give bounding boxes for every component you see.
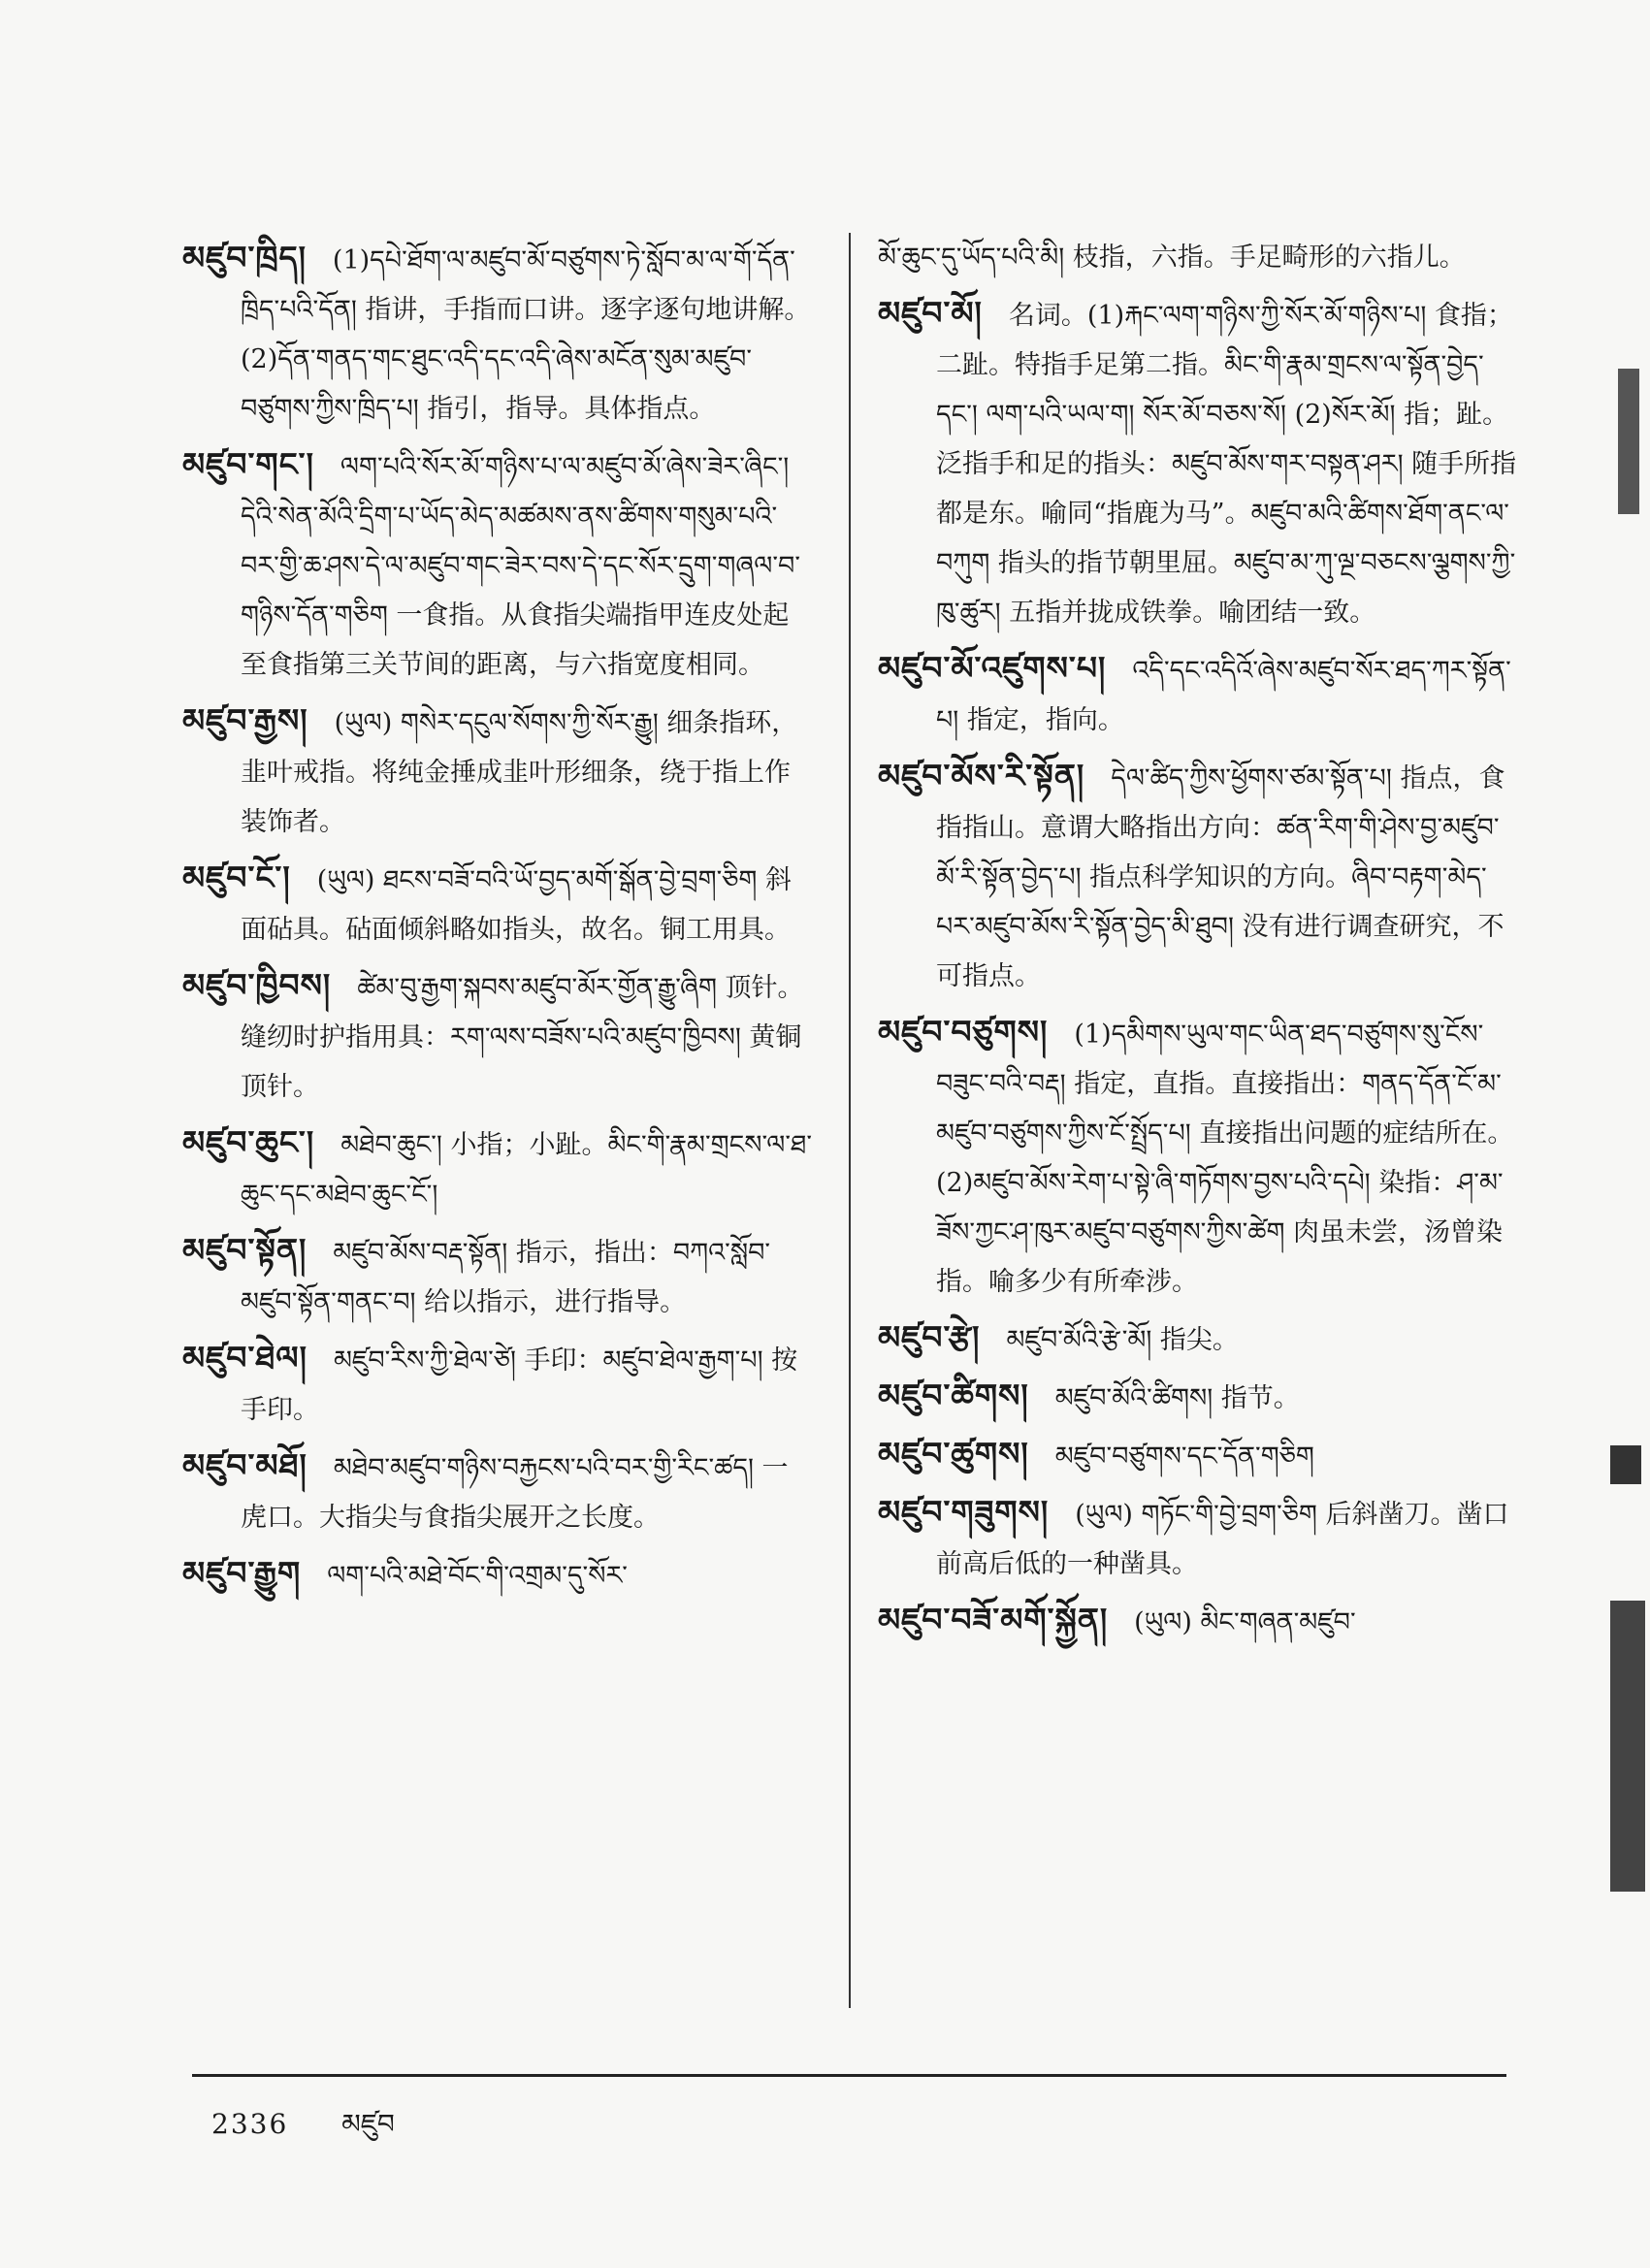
entry-headword: མཛུབ་མོ། <box>878 294 983 332</box>
column-divider <box>849 233 851 2008</box>
scan-edge-mark <box>1618 369 1639 514</box>
entry-definition: (ཡུལ) གཏོང་གི་བྱེ་བྲག་ཅིག 后斜凿刀。凿口前高后低的一种凿具。 <box>936 1500 1509 1579</box>
entry-headword: མཛུབ་མོས་རི་སྟོན། <box>878 757 1085 794</box>
right-column <box>878 233 1518 1647</box>
entry-headword: མཛུབ་མོ་འཛུགས་པ། <box>878 649 1107 687</box>
dictionary-entry <box>878 288 1518 637</box>
entry-headword: མཛུབ་ཁྲིད། <box>182 239 307 276</box>
entry-definition: མོ་ཆུང་དུ་ཡོད་པའི་མི། 枝指，六指。手足畸形的六指儿。 <box>878 243 1466 273</box>
entry-definition: (ཡུལ) གསེར་དངུལ་སོགས་ཀྱི་སོར་རྒྱུ། 细条指环，韭叶戒指。将纯金捶成韭叶形细条，绕于指上作装饰者。 <box>241 708 798 837</box>
entry-headword: མཛུབ་རྩེ། <box>878 1318 981 1356</box>
entry-headword: མཛུབ་ཁྱིབས། <box>182 966 332 1004</box>
dictionary-entry <box>878 1007 1518 1307</box>
dictionary-entry <box>182 1441 813 1542</box>
entry-headword: མཛུབ་བཟོ་མགོ་སྐྱོན། <box>878 1601 1109 1638</box>
entry-definition: ལག་པའི་མཐེ་བོང་གི་འགྲམ་དུ་སོར་ <box>327 1561 628 1591</box>
entry-definition: (1)དམིགས་ཡུལ་གང་ཡིན་ཐད་བཙུགས་སུ་ངོས་བཟུང་བའི་བརྡ། 指定，直指。直接指出：གནད་དོན་ངོ་མ་མཛུབ་བཙུགས་ཀྱིས་ངོ་སྤྲོད་པ། 直接指出问题的症结所在。(2)མཛུབ་མོས་རེག་པ་སྟེ་ཞི་གཏོགས་བྱས་པའི་དཔེ། 染指：ཤ་མ་ཟོས་ཀྱང་ཤ་ཁུར་མཛུབ་བཙུགས་ཀྱིས་ཚེག 肉虽未尝，汤曾染指。喻多少有所牵涉。 <box>936 1020 1514 1297</box>
entry-definition: མཛུབ་རིས་ཀྱི་ཐེལ་ཙེ། 手印：མཛུབ་ཐེལ་རྒྱག་པ། 按手印。 <box>241 1345 798 1425</box>
page-footer <box>211 2093 395 2170</box>
entry-headword: མཛུབ་ངོ་། <box>182 859 291 896</box>
entry-headword: མཛུབ་རྒྱུག <box>182 1554 302 1592</box>
dictionary-entry <box>182 1118 813 1219</box>
entry-definition: (1)དཔེ་ཐོག་ལ་མཛུབ་མོ་བཙུགས་ཏེ་སློབ་མ་ལ་གོ་དོན་ཁྲིད་པའི་དོན། 指讲，手指而口讲。逐字逐句地讲解。(2)དོན་གནད་གང་ཐུང་འདི་དང་འདི་ཞེས་མངོན་སུམ་མཛུབ་བཙུགས་ཀྱིས་ཁྲིད་པ། 指引，指导。具体指点。 <box>241 245 811 424</box>
entry-headword: མཛུབ་ཆུང་། <box>182 1123 315 1161</box>
entry-headword: མཛུབ་ཐེལ། <box>182 1339 307 1377</box>
entry-headword: མཛུབ་ཚུགས། <box>878 1435 1029 1473</box>
entry-definition: ཚེམ་བུ་རྒྱག་སྐབས་མཛུབ་མོར་གྱོན་རྒྱུ་ཞིག 顶针。缝纫时护指用具：རག་ལས་བཟོས་པའི་མཛུབ་ཁྱིབས། 黄铜顶针。 <box>241 973 804 1102</box>
dictionary-entry <box>878 751 1518 1001</box>
dictionary-entry <box>182 853 813 955</box>
entry-definition: ལག་པའི་སོར་མོ་གཉིས་པ་ལ་མཛུབ་མོ་ཞེས་ཟེར་ཞིང་། དེའི་སེན་མོའི་དྲིག་པ་ཡོད་མེད་མཚམས་ནས་ཚིགས་གསུམ་པའི་བར་གྱི་ཆ་ཤས་དེ་ལ་མཛུབ་གང་ཟེར་བས་དེ་དང་སོར་དྲུག་གཞལ་བ་གཉིས་དོན་གཅིག 一食指。从食指尖端指甲连皮处起至食指第三关节间的距离，与六指宽度相同。 <box>241 452 801 680</box>
entry-headword: མཛུབ་བཙུགས། <box>878 1013 1049 1051</box>
entry-definition: (ཡུལ) ཐངས་བཟོ་བའི་ཡོ་བྱད་མགོ་སྒོན་བྱེ་བྲག་ཅིག 斜面砧具。砧面倾斜略如指头，故名。铜工用具。 <box>241 865 793 945</box>
entry-definition: མཛུབ་མོའི་རྩེ་མོ། 指尖。 <box>1006 1325 1239 1355</box>
entry-definition: མཐེབ་ཆུང་། 小指；小趾。མིང་གི་རྣམ་གྲངས་ལ་ཐ་ཆུང་དང་མཐེབ་ཆུང་ངོ་། <box>241 1130 813 1210</box>
entry-definition: མཛུབ་བཙུགས་དང་དོན་གཅིག <box>1054 1442 1314 1472</box>
entry-definition: 名词。(1)རྐང་ལག་གཉིས་ཀྱི་སོར་མོ་གཉིས་པ། 食指；二趾。特指手足第二指。མིང་གི་རྣམ་གྲངས་ལ་སྟོན་བྱེད་དང་། ལག་པའི་ཡལ་ག། སོར་མོ་བཅས་སོ། (2)སོར་མོ། 指；趾。泛指手和足的指头：མཛུབ་མོས་གར་བསྟན་ཤར། 随手所指都是东。喻同“指鹿为马”。མཛུབ་མའི་ཚིགས་ཐོག་ནང་ལ་བཀུག 指头的指节朝里屈。མཛུབ་མ་ཀུ་ལྔ་བཅངས་ལྕགས་ཀྱི་ཁུ་ཚུར། 五指并拢成铁拳。喻团结一致。 <box>936 301 1517 628</box>
scan-edge-mark <box>1610 1601 1645 1892</box>
dictionary-entry <box>182 1548 813 1601</box>
entry-headword: མཛུབ་སྟོན། <box>182 1231 307 1269</box>
dictionary-entry <box>878 1429 1518 1481</box>
dictionary-entry <box>878 233 1518 282</box>
entry-headword: མཛུབ་མཐོ། <box>182 1446 307 1484</box>
dictionary-entry <box>878 1371 1518 1423</box>
footer-rule <box>192 2074 1506 2077</box>
dictionary-entry <box>182 960 813 1112</box>
page-number: 2336 <box>211 2108 289 2140</box>
dictionary-entry <box>182 233 813 434</box>
dictionary-entry <box>182 439 813 690</box>
dictionary-entry <box>878 1312 1518 1365</box>
entry-definition: མཛུབ་མོས་བརྡ་སྟོན། 指示，指出：བཀའ་སློབ་མཛུབ་སྟོན་གནང་བ། 给以指示，进行指导。 <box>241 1238 771 1317</box>
entry-headword: མཛུབ་གང་། <box>182 445 314 483</box>
dictionary-entry <box>878 1595 1518 1647</box>
entry-definition: དེལ་ཚིད་ཀྱིས་ཕྱོགས་ཙམ་སྟོན་པ། 指点，食指指山。意谓大略指出方向：ཚན་རིག་གི་ཤེས་བྱ་མཛུབ་མོ་རི་སྟོན་བྱེད་པ། 指点科学知识的方向。ཞིབ་བརྟག་མེད་པར་མཛུབ་མོས་རི་སྟོན་བྱེད་མི་ཐུབ། 没有进行调查研究，不可指点。 <box>936 763 1505 991</box>
running-head: མཛུབ <box>341 2108 395 2140</box>
entry-headword: མཛུབ་གཟུགས། <box>878 1493 1050 1531</box>
entry-definition: མཛུབ་མོའི་ཚིགས། 指节。 <box>1054 1383 1300 1413</box>
entry-definition: འདི་དང་འདིའོ་ཞེས་མཛུབ་སོར་ཐད་ཀར་སྟོན་པ། 指定，指向。 <box>936 656 1511 735</box>
entry-headword: མཛུབ་ཚིགས། <box>878 1377 1029 1414</box>
entry-definition: (ཡུལ) མིང་གཞན་མཛུབ་ <box>1134 1607 1356 1637</box>
entry-definition: མཐེབ་མཛུབ་གཉིས་བརྐྱངས་པའི་བར་གྱི་རིང་ཚད། 一虎口。大指尖与食指尖展开之长度。 <box>241 1453 789 1533</box>
dictionary-entry <box>182 1225 813 1327</box>
left-column <box>182 233 813 1601</box>
dictionary-entry <box>878 1487 1518 1589</box>
dictionary-entry <box>182 696 813 847</box>
dictionary-entry <box>878 643 1518 745</box>
dictionary-entry <box>182 1333 813 1435</box>
entry-headword: མཛུབ་རྒྱས། <box>182 701 308 739</box>
scan-edge-mark <box>1610 1445 1641 1484</box>
